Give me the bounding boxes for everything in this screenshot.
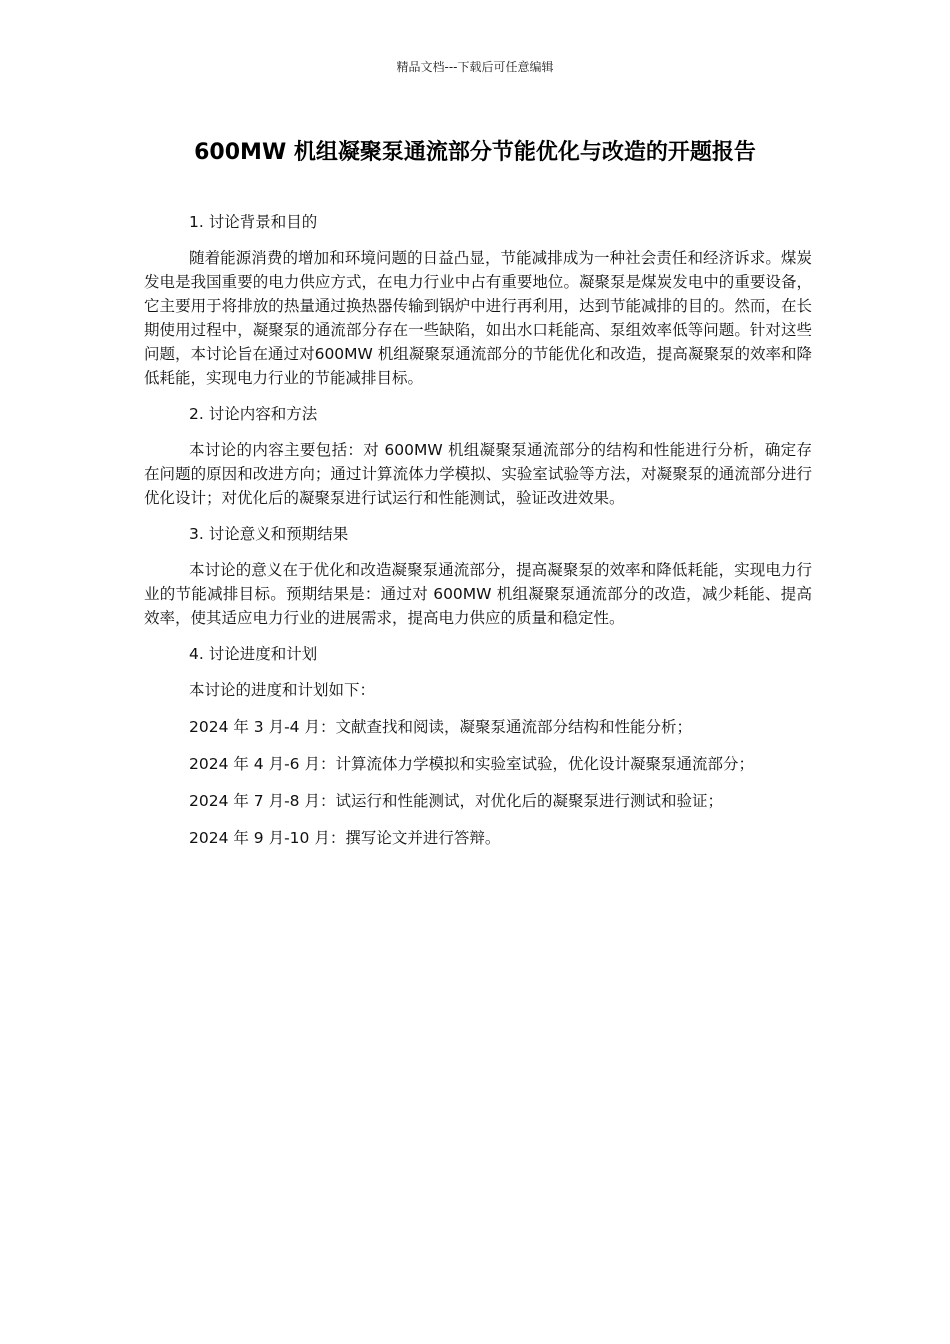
section-2-heading: 2. 讨论内容和方法 [189,405,318,423]
section-3-heading: 3. 讨论意义和预期结果 [189,525,349,543]
plan-intro: 本讨论的进度和计划如下： [189,681,376,699]
section-3-paragraph: 本讨论的意义在于优化和改造凝聚泵通流部分，提高凝聚泵的效率和降低耗能，实现电力行业的节能减排目标。预期结果是：通过对 600MW 机组凝聚泵通流部分的改造，减少耗能、提高效率，使其适应电力行业的进展需求，提高电力供应的质量和稳定性。 [144,561,812,627]
plan-item: 2024 年 7 月-8 月：试运行和性能测试，对优化后的凝聚泵进行测试和验证； [189,792,723,810]
section-2-paragraph: 本讨论的内容主要包括：对 600MW 机组凝聚泵通流部分的结构和性能进行分析，确定存在问题的原因和改进方向；通过计算流体力学模拟、实验室试验等方法，对凝聚泵的通流部分进行优化设计；对优化后的凝聚泵进行试运行和性能测试，验证改进效果。 [144,441,812,507]
section-4-heading: 4. 讨论进度和计划 [189,645,318,663]
plan-item: 2024 年 3 月-4 月：文献查找和阅读，凝聚泵通流部分结构和性能分析； [189,718,692,736]
section-1-heading: 1. 讨论背景和目的 [189,213,318,231]
plan-item: 2024 年 4 月-6 月：计算流体力学模拟和实验室试验，优化设计凝聚泵通流部分； [189,755,754,773]
section-1-paragraph: 随着能源消费的增加和环境问题的日益凸显，节能减排成为一种社会责任和经济诉求。煤炭发电是我国重要的电力供应方式，在电力行业中占有重要地位。凝聚泵是煤炭发电中的重要设备，它主要用于将排放的热量通过换热器传输到锅炉中进行再利用，达到节能减排的目的。然而，在长期使用过程中，凝聚泵的通流部分存在一些缺陷，如出水口耗能高、泵组效率低等问题。针对这些问题，本讨论旨在通过对600MW 机组凝聚泵通流部分的节能优化和改造，提高凝聚泵的效率和降低耗能，实现电力行业的节能减排目标。 [144,249,812,387]
document-body [144,210,812,863]
document-title: 600MW 机组凝聚泵通流部分节能优化与改造的开题报告 [194,140,756,165]
plan-item: 2024 年 9 月-10 月：撰写论文并进行答辩。 [189,829,501,847]
page-header: 精品文档---下载后可任意编辑 [396,60,554,74]
